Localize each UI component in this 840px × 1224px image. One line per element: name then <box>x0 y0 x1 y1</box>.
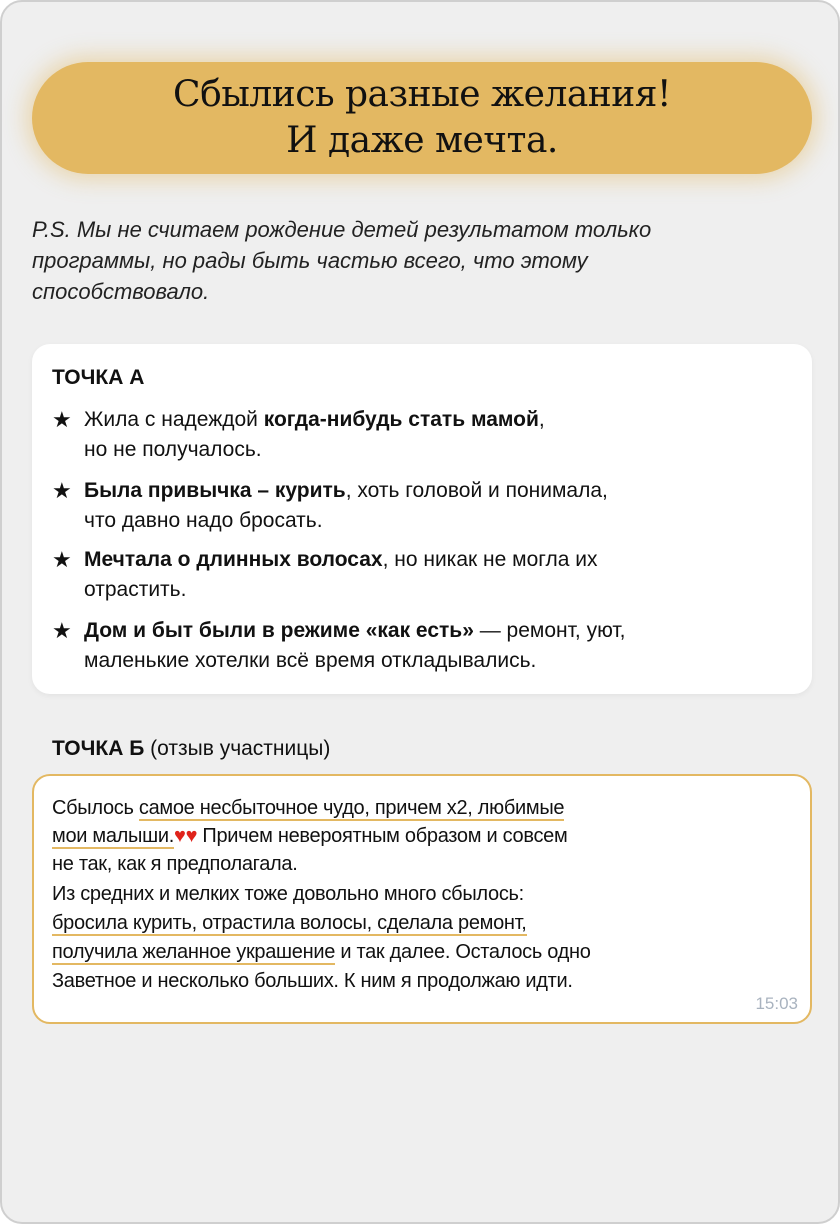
review-line: мои малыши.♥♥ Причем невероятным образом и совсем <box>52 825 568 847</box>
title-line-1: Сбылись разные желания! <box>173 74 671 115</box>
review-line: бросила курить, отрастила волосы, сделала ремонт, <box>52 912 527 934</box>
ps-line: P.S. Мы не считаем рождение детей результатом только <box>32 217 652 242</box>
title-line-2: И даже мечта. <box>286 120 558 161</box>
review-message-bubble <box>32 774 812 1024</box>
heart-icon: ♥♥ <box>174 825 198 847</box>
star-icon: ★ <box>52 478 72 503</box>
star-icon: ★ <box>52 618 72 643</box>
review-line: Сбылось самое несбыточное чудо, причем х2, любимые <box>52 797 565 819</box>
point-a-card: ТОЧКА А ★ Жила с надеждой когда-нибудь стать мамой, но не получалось. ★ Была привычка – курить, хоть головой и понимала, что давно надо бросать. ★ Мечтала о длинных волосах, но никак не могла их отрастить. ★ Дом и быт были в режиме «как есть» — ремонт, уют, маленькие хотелки всё время откладывались. <box>32 344 812 694</box>
review-line: Из средних и мелких тоже довольно много сбылось: <box>52 883 524 905</box>
ps-line: способствовало. <box>32 279 210 304</box>
point-b-heading: ТОЧКА Б (отзыв участницы) <box>52 737 331 760</box>
star-icon: ★ <box>52 407 72 432</box>
ps-note <box>32 214 812 307</box>
review-line: получила желанное украшение и так далее. Осталось одно <box>52 941 591 963</box>
review-line: не так, как я предполагала. <box>52 853 298 875</box>
review-line: Заветное и несколько больших. К ним я продолжаю идти. <box>52 970 573 992</box>
star-icon: ★ <box>52 547 72 572</box>
title-banner <box>32 62 812 174</box>
message-timestamp: 15:03 <box>755 994 798 1013</box>
point-a-heading: ТОЧКА А <box>52 366 145 389</box>
ps-line: программы, но рады быть частью всего, что этому <box>32 248 588 273</box>
